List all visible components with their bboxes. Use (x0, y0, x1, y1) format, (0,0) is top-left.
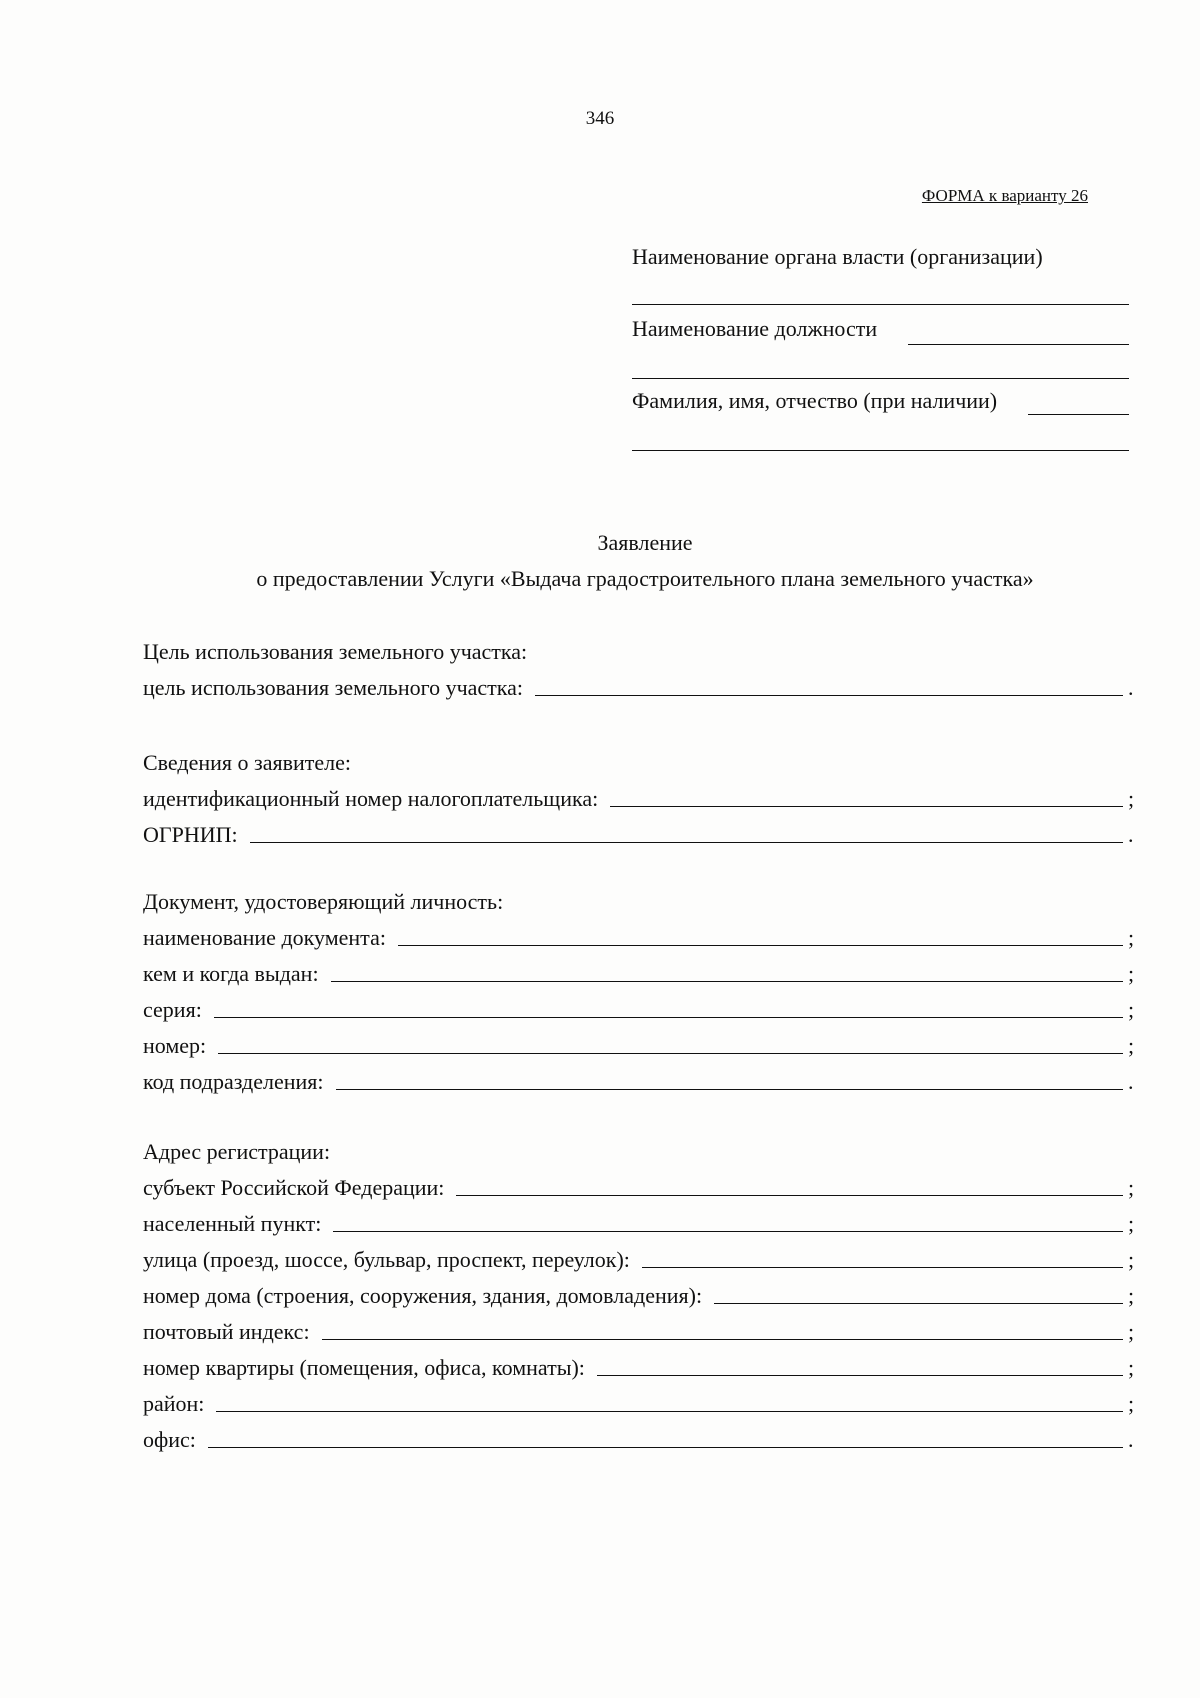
position-label: Наименование должности (632, 316, 878, 341)
field-label: почтовый индекс: (143, 1319, 310, 1344)
section-identity-document (143, 884, 1138, 1100)
field-house-number[interactable] (143, 1278, 1138, 1314)
field-input-line[interactable] (331, 981, 1123, 982)
field-label: наименование документа: (143, 925, 386, 950)
field-label: идентификационный номер налогоплательщика: (143, 786, 599, 811)
position-line-2[interactable] (632, 378, 1129, 379)
field-label: улица (проезд, шоссе, бульвар, проспект, переулок): (143, 1247, 630, 1272)
field-label: населенный пункт: (143, 1211, 322, 1236)
field-punctuation: ; (1128, 1247, 1135, 1272)
field-input-line[interactable] (336, 1089, 1123, 1090)
field-input-line[interactable] (333, 1231, 1123, 1232)
field-label: цель использования земельного участка: (143, 675, 524, 700)
position-line[interactable] (908, 344, 1129, 345)
field-input-line[interactable] (218, 1053, 1123, 1054)
field-subdivision-code[interactable] (143, 1064, 1138, 1100)
field-district[interactable] (143, 1386, 1138, 1422)
field-ogrnip[interactable] (143, 817, 1138, 853)
field-land-purpose[interactable] (143, 670, 1138, 706)
field-label: номер квартиры (помещения, офиса, комнаты): (143, 1355, 585, 1380)
field-punctuation: ; (1128, 1355, 1135, 1380)
field-input-line[interactable] (208, 1447, 1123, 1448)
field-label: серия: (143, 997, 202, 1022)
section-applicant (143, 745, 1138, 853)
section-heading: Документ, удостоверяющий личность: (143, 889, 504, 914)
field-punctuation: ; (1128, 1283, 1135, 1308)
field-punctuation: ; (1128, 1211, 1135, 1236)
section-heading: Адрес регистрации: (143, 1139, 331, 1164)
field-document-name[interactable] (143, 920, 1138, 956)
field-punctuation: ; (1128, 1391, 1135, 1416)
page-number: 346 (585, 108, 615, 129)
field-label: номер дома (строения, сооружения, здания, домовладения): (143, 1283, 703, 1308)
field-punctuation: ; (1128, 925, 1135, 950)
field-issued-by[interactable] (143, 956, 1138, 992)
field-input-line[interactable] (535, 695, 1123, 696)
field-punctuation: . (1128, 822, 1134, 847)
field-street[interactable] (143, 1242, 1138, 1278)
section-heading: Цель использования земельного участка: (143, 639, 528, 664)
field-label: район: (143, 1391, 205, 1416)
section-land-purpose (143, 634, 1138, 706)
field-label: субъект Российской Федерации: (143, 1175, 445, 1200)
field-input-line[interactable] (214, 1017, 1123, 1018)
field-input-line[interactable] (714, 1303, 1123, 1304)
field-punctuation: ; (1128, 1175, 1135, 1200)
field-label: кем и когда выдан: (143, 961, 319, 986)
section-heading: Сведения о заявителе: (143, 750, 352, 775)
section-registration-address (143, 1134, 1138, 1458)
document-title: Заявление (597, 530, 693, 555)
field-input-line[interactable] (250, 842, 1123, 843)
field-punctuation: ; (1128, 786, 1135, 811)
field-punctuation: . (1128, 1427, 1134, 1452)
field-input-line[interactable] (456, 1195, 1123, 1196)
field-punctuation: ; (1128, 997, 1135, 1022)
field-postal-code[interactable] (143, 1314, 1138, 1350)
field-punctuation: . (1128, 675, 1134, 700)
full-name-label: Фамилия, имя, отчество (при наличии) (632, 388, 998, 413)
field-series[interactable] (143, 992, 1138, 1028)
field-label: код подразделения: (143, 1069, 324, 1094)
authority-label: Наименование органа власти (организации) (632, 244, 1043, 269)
field-federal-subject[interactable] (143, 1170, 1138, 1206)
full-name-line-2[interactable] (632, 450, 1129, 451)
field-office[interactable] (143, 1422, 1138, 1458)
field-settlement[interactable] (143, 1206, 1138, 1242)
field-label: офис: (143, 1427, 196, 1452)
field-input-line[interactable] (597, 1375, 1123, 1376)
field-apartment-number[interactable] (143, 1350, 1138, 1386)
form-reference: ФОРМА к варианту 26 (921, 186, 1088, 205)
field-punctuation: . (1128, 1069, 1134, 1094)
field-label: ОГРНИП: (143, 822, 238, 847)
field-input-line[interactable] (322, 1339, 1123, 1340)
authority-line[interactable] (632, 304, 1129, 305)
field-number[interactable] (143, 1028, 1138, 1064)
field-punctuation: ; (1128, 961, 1135, 986)
field-inn[interactable] (143, 781, 1138, 817)
field-punctuation: ; (1128, 1033, 1135, 1058)
full-name-line[interactable] (1028, 414, 1129, 415)
field-input-line[interactable] (642, 1267, 1123, 1268)
field-label: номер: (143, 1033, 207, 1058)
field-input-line[interactable] (216, 1411, 1123, 1412)
document-subtitle: о предоставлении Услуги «Выдача градостроительного плана земельного участка» (256, 566, 1034, 591)
field-punctuation: ; (1128, 1319, 1135, 1344)
field-input-line[interactable] (610, 806, 1123, 807)
field-input-line[interactable] (398, 945, 1123, 946)
